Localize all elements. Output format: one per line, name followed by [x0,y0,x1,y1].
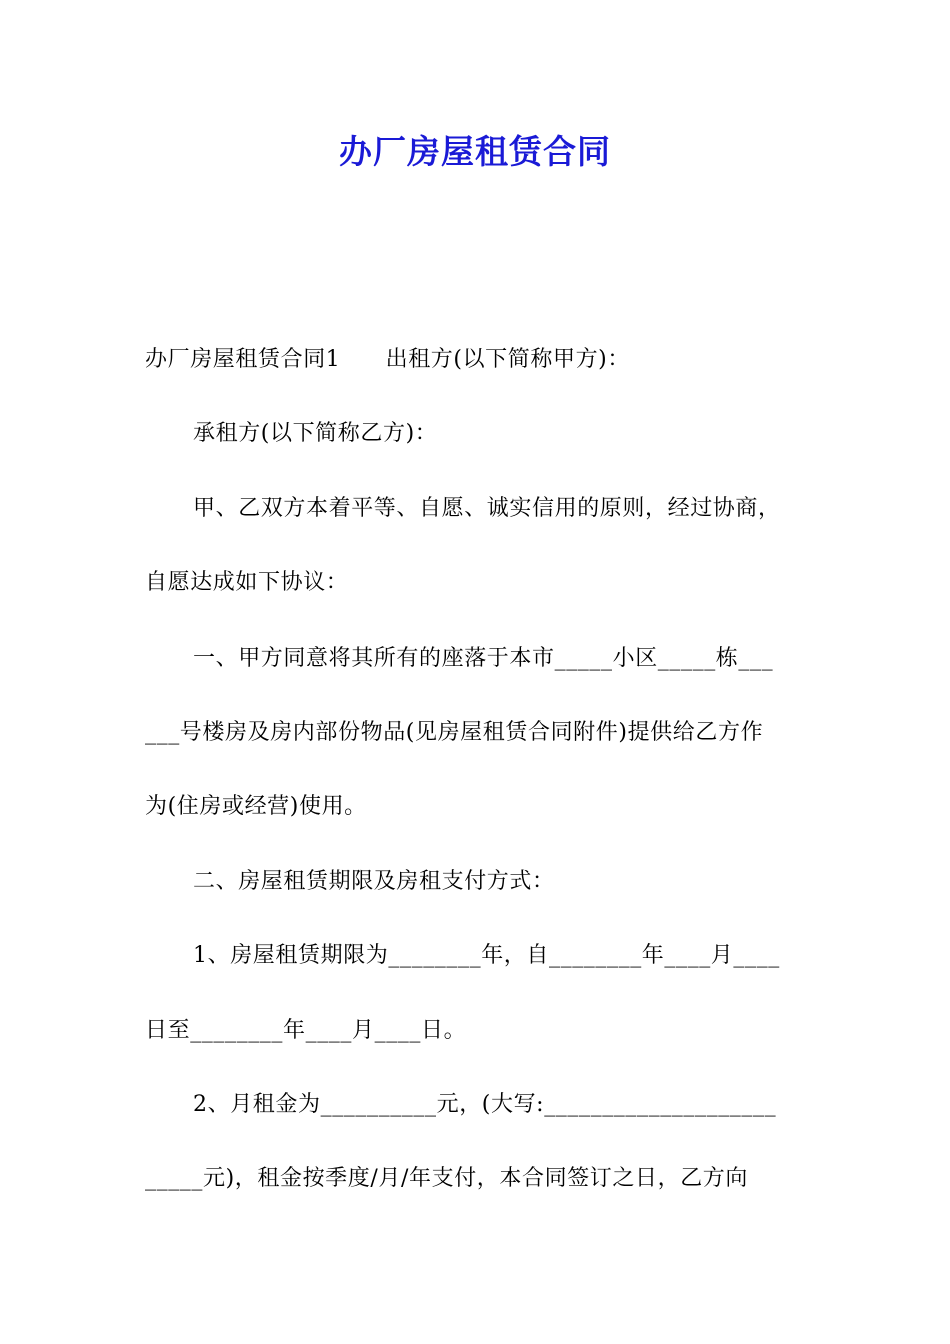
paragraph-line-item-1-cont: 日至________年____月____日。 [145,1018,467,1043]
paragraph-line-clause-1-cont: ___号楼房及房内部份物品(见房屋租赁合同附件)提供给乙方作 [145,720,764,745]
paragraph-line-preamble: 甲、乙双方本着平等、自愿、诚实信用的原则，经过协商， [193,496,781,521]
paragraph-line-item-2: 2、月租金为__________元，(大写:____________________ [193,1092,777,1117]
paragraph-line-clause-1: 一、甲方同意将其所有的座落于本市_____小区_____栋___ [193,646,774,671]
paragraph-line-clause-2: 二、房屋租赁期限及房租支付方式： [193,869,555,894]
paragraph-line-clause-1-end: 为(住房或经营)使用。 [145,794,367,819]
paragraph-line-item-1: 1、房屋租赁期限为________年，自________年____月____ [193,943,780,968]
paragraph-line-header: 办厂房屋租赁合同1 出租方(以下简称甲方)： [145,347,630,372]
document-title: 办厂房屋租赁合同 [339,132,611,171]
paragraph-line-item-2-cont: _____元)，租金按季度/月/年支付，本合同签订之日，乙方向 [145,1166,749,1191]
paragraph-line-preamble-cont: 自愿达成如下协议： [145,570,349,595]
paragraph-line-lessee: 承租方(以下简称乙方)： [193,421,438,446]
